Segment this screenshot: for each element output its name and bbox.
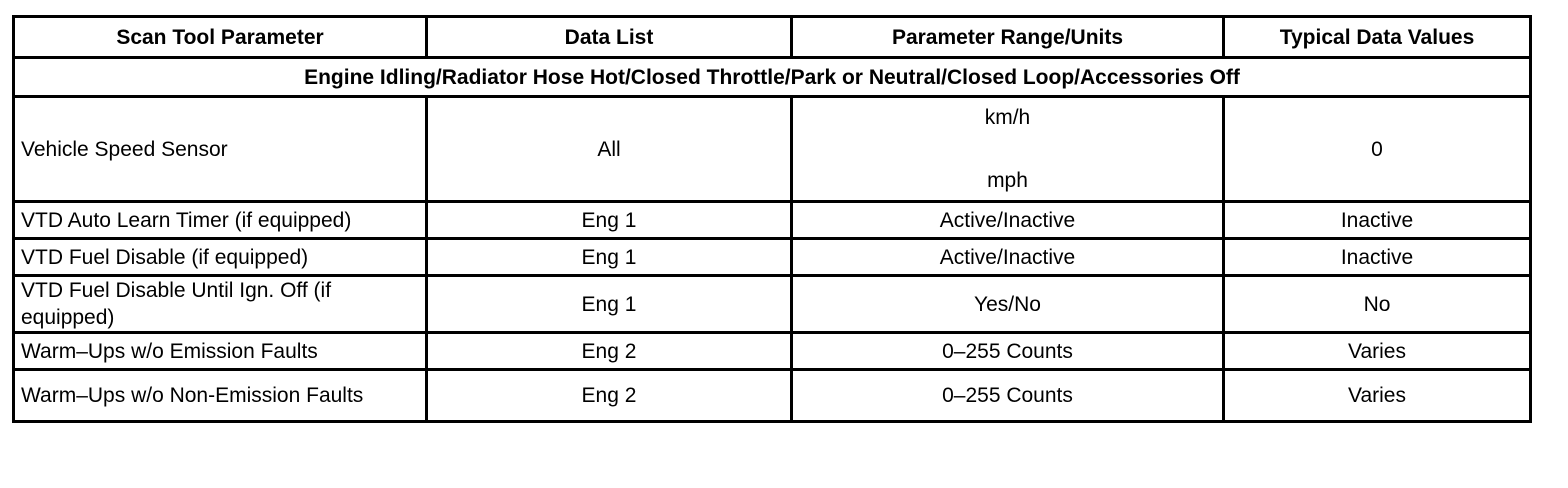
table-row bbox=[14, 333, 1531, 370]
parameter-cell: Warm–Ups w/o Emission Faults bbox=[14, 333, 427, 370]
unit-kmh: km/h bbox=[984, 106, 1031, 129]
table-row bbox=[14, 97, 1531, 202]
range-units-cell: 0–255 Counts bbox=[792, 370, 1224, 422]
range-units-cell bbox=[792, 97, 1224, 202]
parameter-cell: Warm–Ups w/o Non-Emission Faults bbox=[14, 370, 427, 422]
data-list-cell: All bbox=[427, 97, 792, 202]
condition-row bbox=[14, 58, 1531, 97]
parameter-cell: VTD Fuel Disable (if equipped) bbox=[14, 239, 427, 276]
typical-value-cell: Inactive bbox=[1224, 202, 1531, 239]
table-row bbox=[14, 276, 1531, 333]
scan-tool-data-table bbox=[12, 15, 1532, 423]
parameter-cell: Vehicle Speed Sensor bbox=[14, 97, 427, 202]
unit-mph: mph bbox=[987, 169, 1028, 192]
typical-value-cell: Varies bbox=[1224, 333, 1531, 370]
range-units-cell: Active/Inactive bbox=[792, 239, 1224, 276]
range-units-cell: 0–255 Counts bbox=[792, 333, 1224, 370]
test-condition: Engine Idling/Radiator Hose Hot/Closed Throttle/Park or Neutral/Closed Loop/Accessories Off bbox=[14, 58, 1531, 97]
parameter-cell: VTD Auto Learn Timer (if equipped) bbox=[14, 202, 427, 239]
header-typical-data-values: Typical Data Values bbox=[1224, 17, 1531, 58]
range-units-cell: Yes/No bbox=[792, 276, 1224, 333]
data-list-cell: Eng 1 bbox=[427, 276, 792, 333]
header-row bbox=[14, 17, 1531, 58]
data-list-cell: Eng 1 bbox=[427, 202, 792, 239]
table-row bbox=[14, 370, 1531, 422]
table-row bbox=[14, 239, 1531, 276]
data-list-cell: Eng 2 bbox=[427, 370, 792, 422]
typical-value-cell: Inactive bbox=[1224, 239, 1531, 276]
table-row bbox=[14, 202, 1531, 239]
typical-value-cell: Varies bbox=[1224, 370, 1531, 422]
data-list-cell: Eng 2 bbox=[427, 333, 792, 370]
range-units-cell: Active/Inactive bbox=[792, 202, 1224, 239]
header-data-list: Data List bbox=[427, 17, 792, 58]
typical-value-cell: 0 bbox=[1224, 97, 1531, 202]
typical-value-cell: No bbox=[1224, 276, 1531, 333]
header-scan-tool-parameter: Scan Tool Parameter bbox=[14, 17, 427, 58]
parameter-cell: VTD Fuel Disable Until Ign. Off (if equipped) bbox=[14, 276, 427, 333]
data-list-cell: Eng 1 bbox=[427, 239, 792, 276]
header-parameter-range-units: Parameter Range/Units bbox=[792, 17, 1224, 58]
